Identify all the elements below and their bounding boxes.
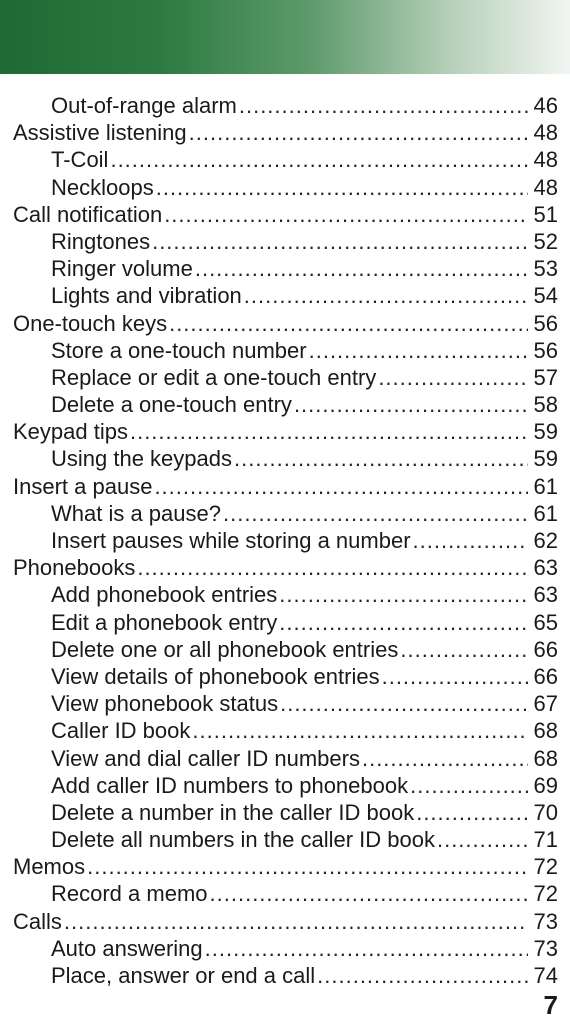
toc-entry-page: 72 [533,881,558,907]
toc-dot-leader [279,581,528,608]
toc-entry-title: Edit a phonebook entry [51,609,278,635]
toc-dot-leader [437,826,528,853]
toc-dot-leader [189,119,528,146]
toc-entry-title: What is a pause? [51,500,221,526]
toc-entry[interactable] [13,337,558,364]
toc-entry-title: Delete all numbers in the caller ID book [51,827,435,853]
toc-dot-leader [244,282,528,309]
toc-entry-title: View phonebook status [51,691,279,717]
toc-entry[interactable] [13,255,558,282]
toc-entry-title: Caller ID book [51,718,191,744]
toc-entry[interactable] [13,717,558,744]
toc-entry[interactable] [13,609,558,636]
toc-dot-leader [164,201,528,228]
toc-entry-title: Assistive listening [13,120,187,146]
toc-entry[interactable] [13,636,558,663]
toc-entry-title: View and dial caller ID numbers [51,745,360,771]
toc-entry-page: 59 [533,446,558,472]
toc-dot-leader [378,364,528,391]
toc-dot-leader [156,174,528,201]
toc-dot-leader [410,772,528,799]
toc-dot-leader [362,745,528,772]
toc-dot-leader [234,445,528,472]
toc-entry-page: 54 [533,283,558,309]
toc-dot-leader [280,690,528,717]
toc-entry-title: Record a memo [51,881,208,907]
toc-entry-page: 61 [533,473,558,499]
toc-entry-title: Keypad tips [13,419,128,445]
toc-dot-leader [195,255,528,282]
toc-entry-page: 66 [533,663,558,689]
toc-dot-leader [400,636,528,663]
toc-dot-leader [110,146,528,173]
toc-entry-page: 46 [533,93,558,118]
toc-entry-page: 51 [533,201,558,227]
toc-entry-page: 48 [533,120,558,146]
toc-entry[interactable] [13,92,558,119]
toc-entry-page: 59 [533,419,558,445]
toc-entry[interactable] [13,174,558,201]
toc-entry-title: One-touch keys [13,310,168,336]
toc-entry-page: 56 [533,310,558,336]
toc-entry[interactable] [13,745,558,772]
toc-entry-title: Insert a pause [13,473,153,499]
toc-entry-title: Neckloops [51,174,154,200]
toc-entry-page: 74 [533,963,558,988]
toc-entry[interactable] [13,418,558,445]
toc-entry[interactable] [13,581,558,608]
toc-entry-page: 68 [533,718,558,744]
toc-dot-leader [169,310,528,337]
page-number: 7 [543,990,558,1020]
toc-dot-leader [137,554,528,581]
toc-dot-leader [413,527,528,554]
toc-entry-title: Delete one or all phonebook entries [51,636,399,662]
toc-dot-leader [130,418,528,445]
toc-entry-page: 63 [533,555,558,581]
toc-entry-page: 58 [533,392,558,418]
toc-dot-leader [279,609,528,636]
toc-entry-title: Call notification [13,201,163,227]
toc-dot-leader [205,935,528,962]
toc-entry-page: 68 [533,745,558,771]
toc-entry[interactable] [13,228,558,255]
toc-dot-leader [317,962,528,989]
toc-entry-page: 56 [533,337,558,363]
toc-entry[interactable] [13,201,558,228]
toc-entry-title: Replace or edit a one-touch entry [51,364,377,390]
toc-entry[interactable] [13,853,558,880]
toc-entry[interactable] [13,391,558,418]
toc-entry[interactable] [13,908,558,935]
toc-entry[interactable] [13,473,558,500]
toc-entry-title: Store a one-touch number [51,337,307,363]
toc-entry-title: View details of phonebook entries [51,663,380,689]
toc-entry[interactable] [13,663,558,690]
header-band [0,0,570,74]
toc-dot-leader [64,908,528,935]
toc-dot-leader [87,853,528,880]
toc-entry[interactable] [13,935,558,962]
toc-dot-leader [154,473,528,500]
toc-entry[interactable] [13,880,558,907]
toc-entry-title: Insert pauses while storing a number [51,528,411,553]
toc-entry-page: 73 [533,935,558,961]
toc-entry-page: 72 [533,854,558,880]
toc-entry[interactable] [13,119,558,146]
toc-entry-page: 67 [533,691,558,717]
toc-entry-title: Add phonebook entries [51,582,278,608]
toc-entry[interactable] [13,527,558,554]
toc-entry-page: 63 [533,582,558,608]
toc-entry-page: 52 [533,228,558,254]
toc-entry[interactable] [13,799,558,826]
toc-entry-page: 69 [533,772,558,798]
toc-entry-page: 73 [533,908,558,934]
toc-entry-page: 71 [533,827,558,853]
toc-dot-leader [294,391,528,418]
toc-entry-title: Ringer volume [51,256,193,282]
toc-dot-leader [210,880,528,907]
toc-dot-leader [152,228,528,255]
toc-entry-title: Auto answering [51,935,203,961]
toc-entry-page: 57 [533,364,558,390]
toc-entry[interactable] [13,826,558,853]
toc-dot-leader [382,663,528,690]
table-of-contents [13,92,558,989]
toc-entry-title: Calls [13,908,62,934]
toc-dot-leader [416,799,528,826]
toc-entry-page: 65 [533,609,558,635]
toc-entry[interactable] [13,962,558,989]
toc-dot-leader [239,92,528,119]
toc-entry[interactable] [13,310,558,337]
toc-entry-title: Out-of-range alarm [51,93,237,118]
toc-entry-title: Lights and vibration [51,283,242,309]
toc-entry[interactable] [13,554,558,581]
toc-entry[interactable] [13,690,558,717]
toc-entry-title: T-Coil [51,147,109,173]
toc-entry-title: Delete a number in the caller ID book [51,799,415,825]
toc-entry[interactable] [13,445,558,472]
toc-entry[interactable] [13,772,558,799]
toc-entry-page: 70 [533,799,558,825]
toc-entry-title: Delete a one-touch entry [51,392,292,418]
toc-dot-leader [309,337,528,364]
toc-entry-page: 48 [533,147,558,173]
toc-entry-page: 61 [533,500,558,526]
toc-entry-page: 48 [533,174,558,200]
toc-entry-title: Add caller ID numbers to phonebook [51,772,409,798]
toc-dot-leader [192,717,528,744]
toc-entry-page: 66 [533,636,558,662]
toc-entry-title: Memos [13,854,86,880]
toc-entry-title: Using the keypads [51,446,232,472]
toc-entry[interactable] [13,146,558,173]
toc-dot-leader [223,500,528,527]
toc-entry[interactable] [13,282,558,309]
toc-entry-title: Ringtones [51,228,151,254]
toc-entry[interactable] [13,364,558,391]
toc-entry-page: 62 [533,528,558,553]
toc-entry-title: Place, answer or end a call [51,963,316,988]
toc-entry[interactable] [13,500,558,527]
toc-entry-page: 53 [533,256,558,282]
toc-entry-title: Phonebooks [13,555,136,581]
